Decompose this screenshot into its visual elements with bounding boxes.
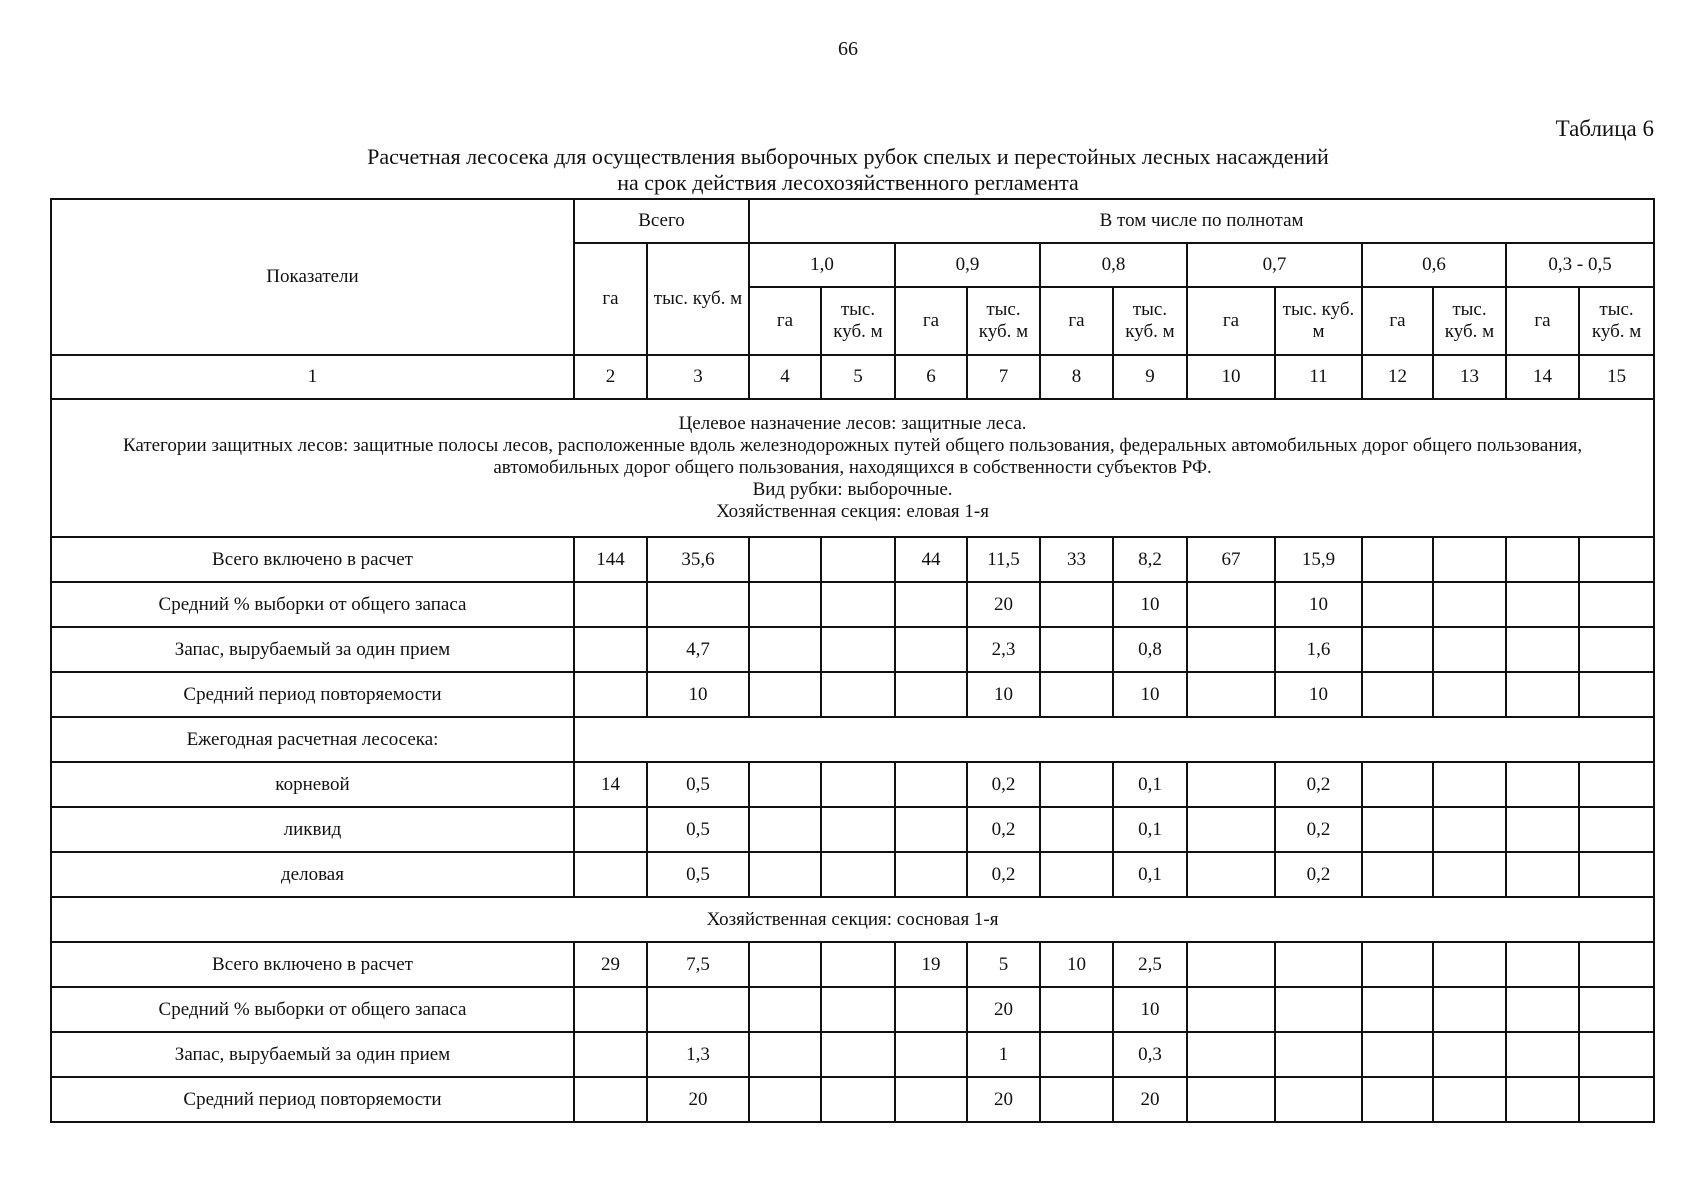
table-cell [749, 627, 821, 672]
table-cell [574, 672, 647, 717]
table-cell [647, 987, 749, 1032]
subheader-ha: га [749, 287, 821, 355]
table-cell: 2,5 [1113, 942, 1187, 987]
table-cell [1187, 627, 1275, 672]
table-cell: 10 [1275, 582, 1362, 627]
column-number: 2 [574, 355, 647, 399]
table-cell: 2,3 [967, 627, 1040, 672]
table-cell: 11,5 [967, 537, 1040, 582]
section-2-row [51, 1077, 1654, 1122]
row-label: Средний период повторяемости [51, 1077, 574, 1122]
table-cell [895, 627, 967, 672]
table-cell [895, 807, 967, 852]
table-cell [1040, 582, 1113, 627]
column-number: 7 [967, 355, 1040, 399]
table-cell [821, 1032, 895, 1077]
table-cell [821, 627, 895, 672]
section-2-row [51, 987, 1654, 1032]
column-number: 9 [1113, 355, 1187, 399]
header-total: Всего [574, 199, 749, 243]
annual-cut-row [51, 852, 1654, 897]
table-cell [1579, 672, 1654, 717]
table-cell [749, 942, 821, 987]
column-number: 11 [1275, 355, 1362, 399]
table-cell [895, 672, 967, 717]
table-cell [1579, 582, 1654, 627]
row-label: Запас, вырубаемый за один прием [51, 1032, 574, 1077]
subheader-volume: тыс. куб. м [1433, 287, 1506, 355]
row-label: Всего включено в расчет [51, 942, 574, 987]
subheader-ha: га [1506, 287, 1579, 355]
table-cell [895, 852, 967, 897]
table-cell: 20 [647, 1077, 749, 1122]
table-cell: 1,3 [647, 1032, 749, 1077]
subheader-ha: га [895, 287, 967, 355]
table-cell: 35,6 [647, 537, 749, 582]
row-label: ликвид [51, 807, 574, 852]
table-cell [1187, 762, 1275, 807]
table-cell [1433, 1077, 1506, 1122]
table-cell [1579, 1077, 1654, 1122]
table-cell: 0,5 [647, 807, 749, 852]
subheader-volume: тыс. куб. м [1113, 287, 1187, 355]
header-density-4: 0,7 [1187, 243, 1362, 287]
table-cell [1579, 627, 1654, 672]
table-cell [574, 807, 647, 852]
table-cell [1506, 1032, 1579, 1077]
table-cell [895, 987, 967, 1032]
table-cell [1362, 1032, 1433, 1077]
table-cell: 10 [1040, 942, 1113, 987]
table-cell [1506, 852, 1579, 897]
table-cell [1506, 672, 1579, 717]
table-cell [1579, 762, 1654, 807]
column-number: 4 [749, 355, 821, 399]
table-cell: 10 [1113, 987, 1187, 1032]
table-cell [1187, 942, 1275, 987]
annual-cut-label: Ежегодная расчетная лесосека: [51, 717, 574, 762]
table-cell [1187, 807, 1275, 852]
table-cell: 29 [574, 942, 647, 987]
table-cell [1275, 1032, 1362, 1077]
table-cell [1506, 1077, 1579, 1122]
table-cell [895, 762, 967, 807]
section-2-heading: Хозяйственная секция: сосновая 1-я [51, 897, 1654, 942]
column-number: 8 [1040, 355, 1113, 399]
table-cell [821, 807, 895, 852]
table-cell [1362, 807, 1433, 852]
table-cell: 10 [967, 672, 1040, 717]
table-cell [1506, 537, 1579, 582]
section-1-description-row [51, 399, 1654, 537]
subheader-volume: тыс. куб. м [1579, 287, 1654, 355]
header-row-1 [51, 199, 1654, 243]
column-number: 14 [1506, 355, 1579, 399]
table-cell [749, 807, 821, 852]
table-cell: 44 [895, 537, 967, 582]
section-1-row [51, 627, 1654, 672]
row-label: Средний период повторяемости [51, 672, 574, 717]
table-cell [1275, 987, 1362, 1032]
table-cell: 10 [647, 672, 749, 717]
table-cell [574, 1032, 647, 1077]
table-cell [1433, 987, 1506, 1032]
table-cell: 0,8 [1113, 627, 1187, 672]
table-cell: 0,1 [1113, 807, 1187, 852]
title-line-1: Расчетная лесосека для осуществления выборочных рубок спелых и перестойных лесных насаждений [367, 144, 1329, 169]
table-cell [1040, 852, 1113, 897]
column-number: 10 [1187, 355, 1275, 399]
table-cell [1433, 672, 1506, 717]
table-cell [1362, 537, 1433, 582]
section-1-management-section: Хозяйственная секция: еловая 1-я [716, 501, 989, 522]
row-label: деловая [51, 852, 574, 897]
table-cell [574, 582, 647, 627]
subheader-volume: тыс. куб. м [967, 287, 1040, 355]
header-density-2: 0,9 [895, 243, 1040, 287]
table-cell: 0,3 [1113, 1032, 1187, 1077]
table-cell: 10 [1275, 672, 1362, 717]
table-cell [749, 852, 821, 897]
table-cell: 144 [574, 537, 647, 582]
table-cell [1506, 942, 1579, 987]
table-cell: 5 [967, 942, 1040, 987]
table-title [0, 144, 1696, 196]
table-cell: 0,2 [967, 852, 1040, 897]
table-cell [647, 582, 749, 627]
section-1-row [51, 537, 1654, 582]
table-cell [1362, 1077, 1433, 1122]
table-cell [1187, 672, 1275, 717]
table-cell: 20 [967, 582, 1040, 627]
table-cell [574, 852, 647, 897]
row-label: Средний % выборки от общего запаса [51, 582, 574, 627]
table-cell [749, 1077, 821, 1122]
table-cell [1433, 582, 1506, 627]
section-2-row [51, 942, 1654, 987]
table-cell [1433, 762, 1506, 807]
table-cell [749, 762, 821, 807]
table-cell [1506, 627, 1579, 672]
table-cell: 14 [574, 762, 647, 807]
header-by-density: В том числе по полнотам [749, 199, 1654, 243]
section-2-row [51, 1032, 1654, 1077]
table-cell [1040, 627, 1113, 672]
table-cell [1362, 852, 1433, 897]
table-cell [1579, 942, 1654, 987]
table-cell: 0,1 [1113, 852, 1187, 897]
column-number: 1 [51, 355, 574, 399]
table-cell: 0,2 [1275, 762, 1362, 807]
table-cell: 19 [895, 942, 967, 987]
table-cell [574, 987, 647, 1032]
table-cell: 1 [967, 1032, 1040, 1077]
table-cell [1187, 987, 1275, 1032]
column-number: 13 [1433, 355, 1506, 399]
table-cell [1433, 1032, 1506, 1077]
table-cell: 10 [1113, 582, 1187, 627]
table-cell [821, 762, 895, 807]
row-label: Всего включено в расчет [51, 537, 574, 582]
annual-cut-row [51, 762, 1654, 807]
header-density-3: 0,8 [1040, 243, 1187, 287]
table-cell: 20 [1113, 1077, 1187, 1122]
page-number: 66 [838, 38, 858, 60]
table-cell [821, 987, 895, 1032]
table-cell [895, 1077, 967, 1122]
table-cell [1040, 807, 1113, 852]
table-cell [821, 582, 895, 627]
table-cell [749, 537, 821, 582]
section-1-row [51, 582, 1654, 627]
column-number: 6 [895, 355, 967, 399]
column-number: 15 [1579, 355, 1654, 399]
section-1-categories: Категории защитных лесов: защитные полосы лесов, расположенные вдоль железнодорожных путей общего пользования, федеральных автомобильных дорог общего пользования, автомобильных дорог общего пользования, находящихся в собственности субъектов РФ. [122, 435, 1583, 478]
column-number: 3 [647, 355, 749, 399]
table-cell [1506, 987, 1579, 1032]
table-cell [821, 672, 895, 717]
table-cell [1433, 807, 1506, 852]
column-number: 12 [1362, 355, 1433, 399]
table-cell [749, 1032, 821, 1077]
table-cell: 20 [967, 987, 1040, 1032]
title-line-2: на срок действия лесохозяйственного регламента [617, 170, 1079, 195]
table-cell [821, 942, 895, 987]
table-cell [895, 582, 967, 627]
table-cell [574, 627, 647, 672]
header-total-ha: га [574, 243, 647, 355]
table-cell [749, 582, 821, 627]
subheader-ha: га [1187, 287, 1275, 355]
table-cell [821, 537, 895, 582]
subheader-ha: га [1362, 287, 1433, 355]
table-cell [821, 852, 895, 897]
table-cell [1275, 942, 1362, 987]
table-cell [749, 987, 821, 1032]
table-cell [1362, 987, 1433, 1032]
table-cell: 33 [1040, 537, 1113, 582]
table-cell [1433, 627, 1506, 672]
table-cell [821, 1077, 895, 1122]
subheader-volume: тыс. куб. м [821, 287, 895, 355]
table-cell: 10 [1113, 672, 1187, 717]
table-cell [1579, 987, 1654, 1032]
table-cell [1040, 987, 1113, 1032]
table-cell [749, 672, 821, 717]
annual-cut-empty-cell [574, 717, 1654, 762]
table-cell [1040, 1077, 1113, 1122]
table-cell: 0,5 [647, 762, 749, 807]
section-1-description [51, 399, 1654, 537]
table-cell [1506, 807, 1579, 852]
section-1-cut-type: Вид рубки: выборочные. [752, 479, 953, 500]
section-1-purpose: Целевое назначение лесов: защитные леса. [678, 413, 1027, 434]
table-cell: 0,2 [967, 762, 1040, 807]
header-density-1: 1,0 [749, 243, 895, 287]
column-number: 5 [821, 355, 895, 399]
table-cell [1579, 807, 1654, 852]
table-cell [1362, 627, 1433, 672]
subheader-volume: тыс. куб. м [1275, 287, 1362, 355]
table-cell [1433, 852, 1506, 897]
table-cell: 15,9 [1275, 537, 1362, 582]
allowable-cut-table [50, 198, 1655, 1123]
table-cell [1187, 582, 1275, 627]
table-cell: 0,2 [1275, 807, 1362, 852]
row-label: Средний % выборки от общего запаса [51, 987, 574, 1032]
table-cell: 8,2 [1113, 537, 1187, 582]
table-cell [1040, 1032, 1113, 1077]
table-cell: 67 [1187, 537, 1275, 582]
table-label: Таблица 6 [1555, 116, 1654, 141]
header-indicators: Показатели [51, 199, 574, 355]
table-cell [1040, 672, 1113, 717]
table-cell: 0,1 [1113, 762, 1187, 807]
row-label: корневой [51, 762, 574, 807]
table-cell: 0,5 [647, 852, 749, 897]
header-total-volume: тыс. куб. м [647, 243, 749, 355]
table-cell [1187, 1077, 1275, 1122]
header-density-5: 0,6 [1362, 243, 1506, 287]
table-cell: 20 [967, 1077, 1040, 1122]
section-1-row [51, 672, 1654, 717]
table-cell [1579, 852, 1654, 897]
annual-cut-heading-row [51, 717, 1654, 762]
table-cell: 1,6 [1275, 627, 1362, 672]
column-number-row [51, 355, 1654, 399]
row-label: Запас, вырубаемый за один прием [51, 627, 574, 672]
section-2-heading-row [51, 897, 1654, 942]
table-cell [1362, 942, 1433, 987]
table-cell: 0,2 [967, 807, 1040, 852]
table-cell [1433, 942, 1506, 987]
table-cell [1275, 1077, 1362, 1122]
table-cell: 7,5 [647, 942, 749, 987]
table-cell [1506, 582, 1579, 627]
table-cell [1433, 537, 1506, 582]
table-cell [1506, 762, 1579, 807]
table-cell [1187, 1032, 1275, 1077]
table-cell [574, 1077, 647, 1122]
header-density-6: 0,3 - 0,5 [1506, 243, 1654, 287]
table-cell [1362, 582, 1433, 627]
table-cell [1040, 762, 1113, 807]
table-cell [1187, 852, 1275, 897]
subheader-ha: га [1040, 287, 1113, 355]
annual-cut-row [51, 807, 1654, 852]
table-cell [1362, 762, 1433, 807]
table-cell [1362, 672, 1433, 717]
table-cell [1579, 1032, 1654, 1077]
table-cell [895, 1032, 967, 1077]
table-cell: 0,2 [1275, 852, 1362, 897]
table-cell: 4,7 [647, 627, 749, 672]
table-cell [1579, 537, 1654, 582]
